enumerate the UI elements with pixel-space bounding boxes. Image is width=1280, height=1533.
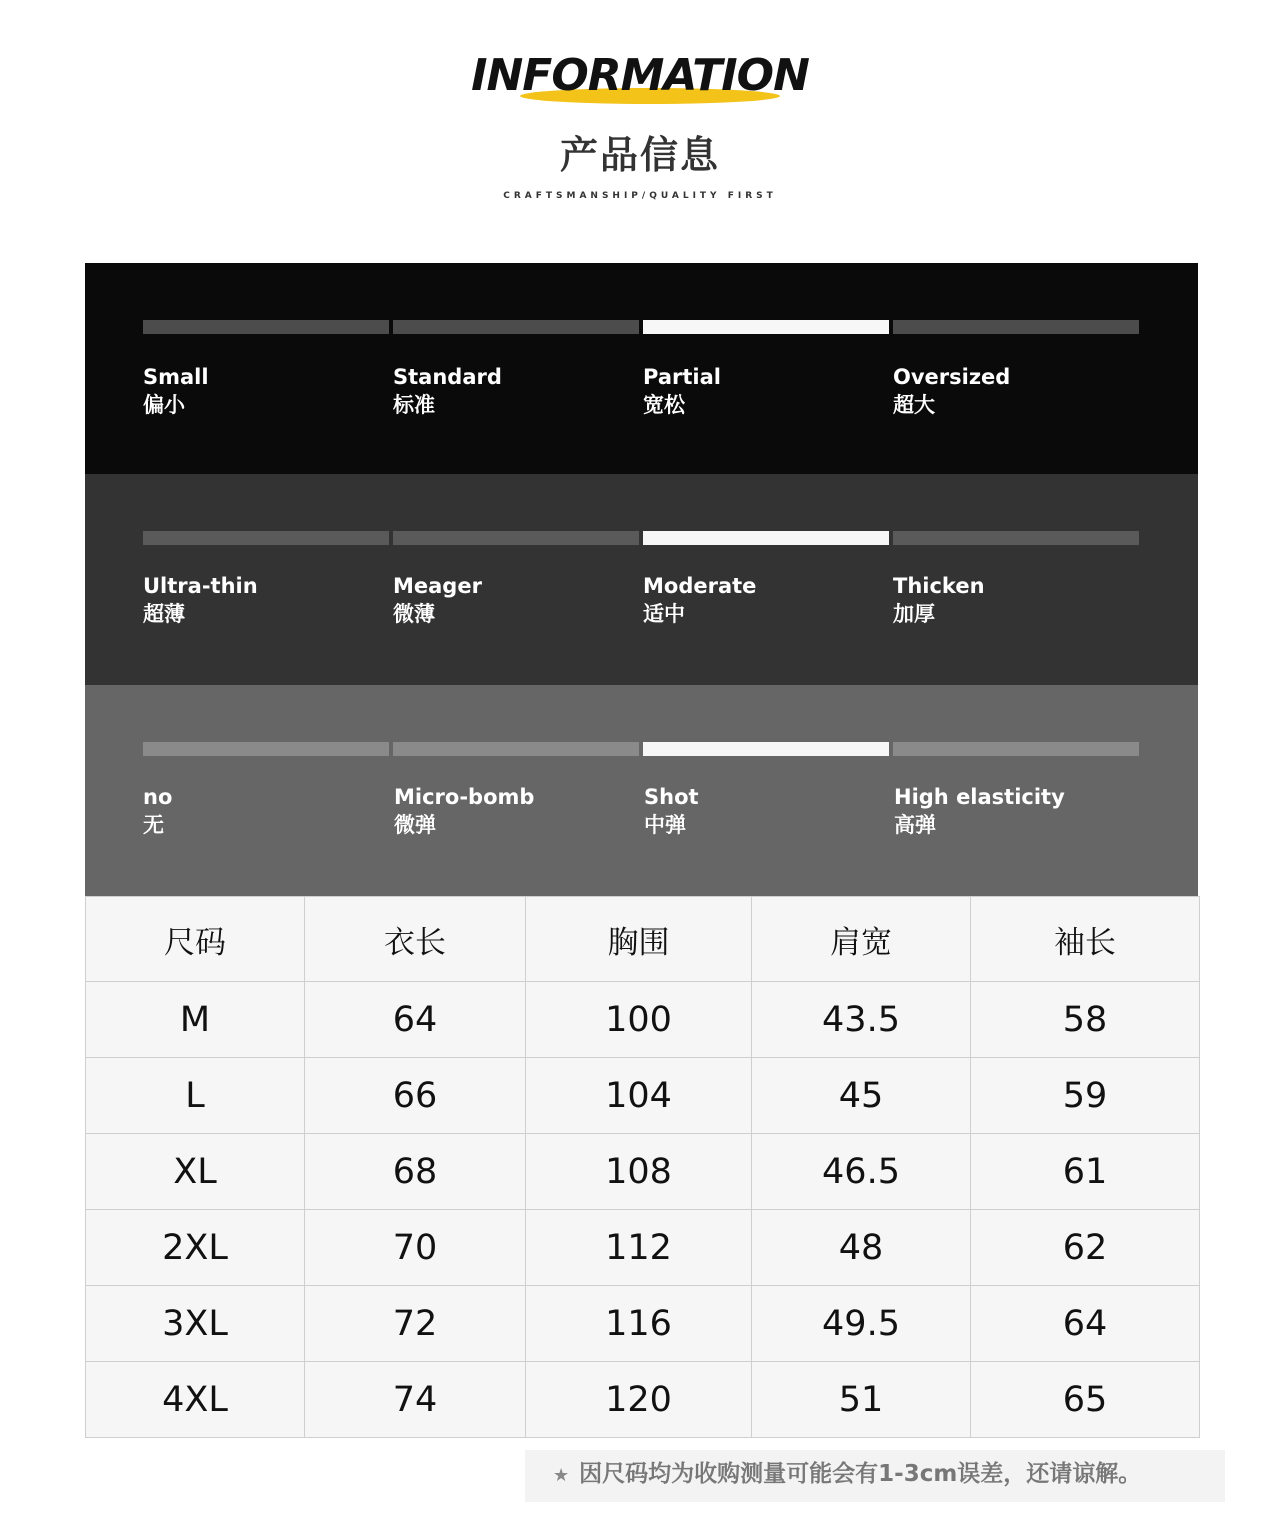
fit-option-cn: 超大: [893, 393, 935, 417]
thickness-option-en: Meager: [393, 574, 482, 598]
table-cell: 3XL: [86, 1286, 305, 1362]
elasticity-option-high: [894, 783, 1140, 839]
table-cell: 58: [971, 982, 1200, 1058]
table-row: [86, 1362, 1200, 1438]
table-cell: 104: [526, 1058, 752, 1134]
table-cell: 66: [305, 1058, 526, 1134]
thickness-option-ultra-thin: [143, 572, 389, 628]
table-cell: 108: [526, 1134, 752, 1210]
table-cell: L: [86, 1058, 305, 1134]
measurement-note: [525, 1450, 1225, 1502]
table-cell: 116: [526, 1286, 752, 1362]
thickness-bar-0: [143, 531, 389, 545]
fit-option-small: [143, 363, 389, 419]
elasticity-panel: [85, 685, 1198, 896]
fit-option-en: Partial: [643, 365, 721, 389]
table-cell: 70: [305, 1210, 526, 1286]
elasticity-option-en: Shot: [644, 785, 699, 809]
elasticity-option-en: High elasticity: [894, 785, 1065, 809]
fit-bar-2: [643, 320, 889, 334]
fit-option-standard: [393, 363, 639, 419]
table-row: [86, 982, 1200, 1058]
fit-option-cn: 宽松: [643, 393, 685, 417]
elasticity-option-shot: [644, 783, 890, 839]
thickness-option-cn: 微薄: [393, 602, 435, 626]
thickness-option-en: Ultra-thin: [143, 574, 258, 598]
table-cell: 65: [971, 1362, 1200, 1438]
fit-option-en: Standard: [393, 365, 502, 389]
thickness-scale: [143, 531, 1140, 545]
table-cell: 48: [752, 1210, 971, 1286]
fit-option-partial: [643, 363, 889, 419]
thickness-option-en: Moderate: [643, 574, 757, 598]
thickness-option-thicken: [893, 572, 1139, 628]
thickness-option-cn: 适中: [643, 602, 685, 626]
table-cell: 49.5: [752, 1286, 971, 1362]
fit-panel: [85, 263, 1198, 474]
note-text: 因尺码均为收购测量可能会有1-3cm误差，还请谅解。: [579, 1461, 1142, 1487]
thickness-option-cn: 超薄: [143, 602, 185, 626]
table-cell: 72: [305, 1286, 526, 1362]
table-cell: 68: [305, 1134, 526, 1210]
elasticity-bar-2: [643, 742, 889, 756]
table-cell: 2XL: [86, 1210, 305, 1286]
table-cell: 62: [971, 1210, 1200, 1286]
table-cell: 4XL: [86, 1362, 305, 1438]
fit-option-en: Small: [143, 365, 209, 389]
table-row: [86, 1134, 1200, 1210]
size-table: [85, 896, 1200, 1438]
thickness-bar-1: [393, 531, 639, 545]
header-cell: 尺码: [86, 897, 305, 982]
thickness-option-cn: 加厚: [893, 602, 935, 626]
fit-option-cn: 标准: [393, 393, 435, 417]
table-cell: 45: [752, 1058, 971, 1134]
logo-text: INFORMATION: [471, 50, 809, 101]
fit-option-en: Oversized: [893, 365, 1011, 389]
tagline: CRAFTSMANSHIP/QUALITY FIRST: [503, 191, 777, 201]
table-cell: 64: [305, 982, 526, 1058]
header-cell: 肩宽: [752, 897, 971, 982]
elasticity-option-en: Micro-bomb: [394, 785, 535, 809]
table-cell: 112: [526, 1210, 752, 1286]
elasticity-option-cn: 高弹: [894, 813, 936, 837]
thickness-bar-2: [643, 531, 889, 545]
header-cell: 胸围: [526, 897, 752, 982]
fit-option-cn: 偏小: [143, 393, 185, 417]
table-cell: 100: [526, 982, 752, 1058]
thickness-option-meager: [393, 572, 639, 628]
fit-bar-1: [393, 320, 639, 334]
fit-scale: [143, 320, 1140, 334]
star-icon: ★: [553, 1465, 570, 1486]
header: [0, 0, 1280, 240]
elasticity-option-no: [143, 783, 389, 839]
table-cell: 43.5: [752, 982, 971, 1058]
elasticity-option-micro-bomb: [394, 783, 640, 839]
table-cell: 61: [971, 1134, 1200, 1210]
elasticity-option-en: no: [143, 785, 173, 809]
elasticity-option-cn: 无: [143, 813, 164, 837]
thickness-option-en: Thicken: [893, 574, 985, 598]
logo: [0, 50, 1280, 101]
thickness-option-moderate: [643, 572, 889, 628]
page-title: 产品信息: [559, 133, 720, 177]
elasticity-option-cn: 中弹: [644, 813, 686, 837]
table-cell: 120: [526, 1362, 752, 1438]
table-cell: 46.5: [752, 1134, 971, 1210]
table-cell: 64: [971, 1286, 1200, 1362]
elasticity-option-cn: 微弹: [394, 813, 436, 837]
elasticity-bar-0: [143, 742, 389, 756]
table-row: [86, 1286, 1200, 1362]
thickness-bar-3: [893, 531, 1139, 545]
table-cell: 74: [305, 1362, 526, 1438]
elasticity-scale: [143, 742, 1140, 756]
fit-bar-0: [143, 320, 389, 334]
header-cell: 袖长: [971, 897, 1200, 982]
thickness-panel: [85, 474, 1198, 685]
header-cell: 衣长: [305, 897, 526, 982]
table-cell: 51: [752, 1362, 971, 1438]
table-cell: M: [86, 982, 305, 1058]
elasticity-bar-3: [893, 742, 1139, 756]
fit-bar-3: [893, 320, 1139, 334]
table-cell: 59: [971, 1058, 1200, 1134]
table-row: [86, 1058, 1200, 1134]
table-row: [86, 1210, 1200, 1286]
elasticity-bar-1: [393, 742, 639, 756]
fit-option-oversized: [893, 363, 1139, 419]
table-cell: XL: [86, 1134, 305, 1210]
table-header-row: [86, 897, 1200, 982]
